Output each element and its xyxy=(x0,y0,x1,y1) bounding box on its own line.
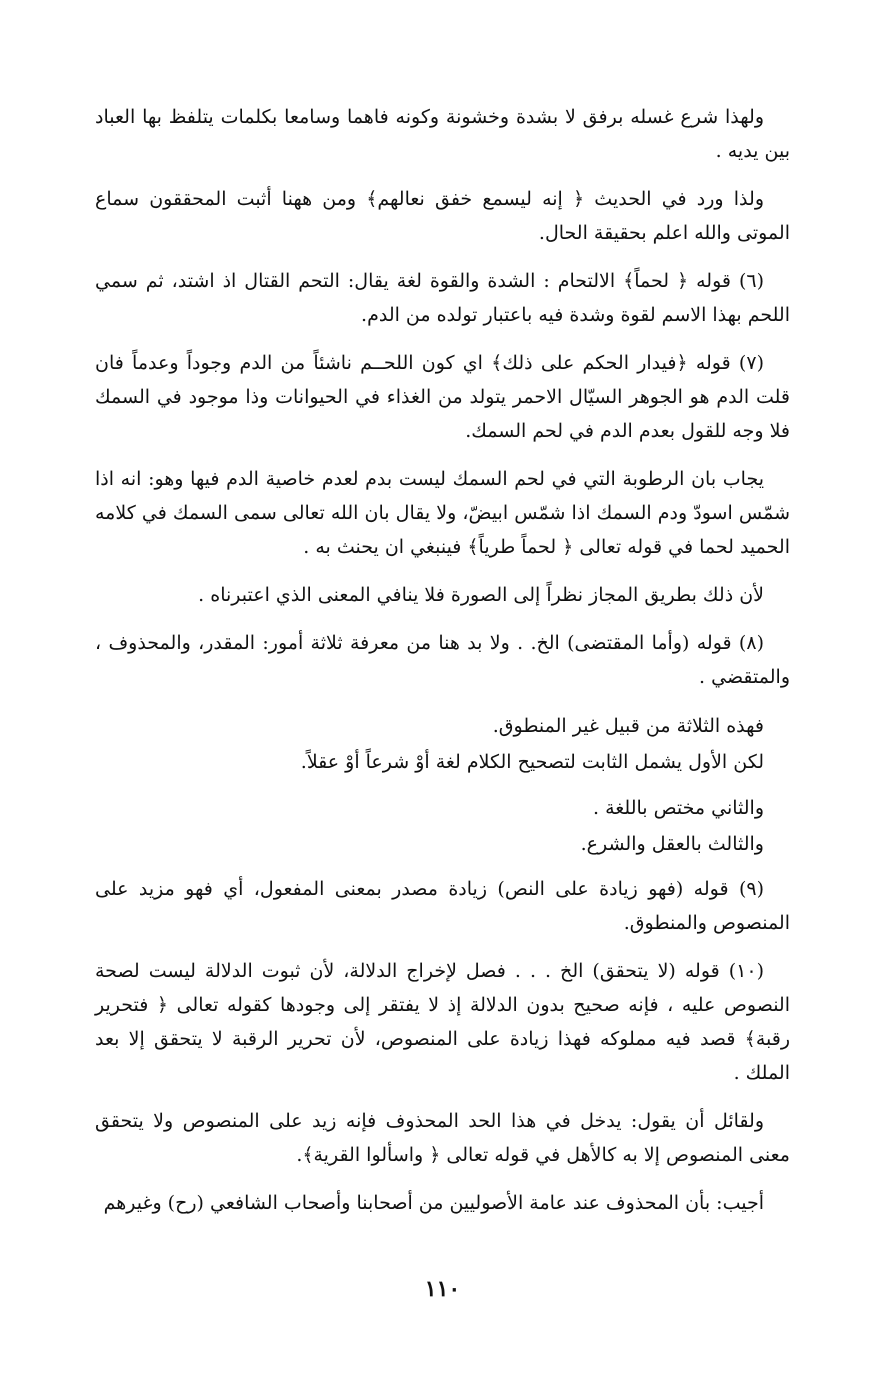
page-body xyxy=(95,100,790,1234)
paragraph-3: (٦) قوله ﴿ لحماً﴾ الالتحام : الشدة والقوة لغة يقال: التحم القتال اذ اشتد، ثم سمي اللحم بهذا الاسم لقوة وشدة فيه باعتبار تولده من الدم. xyxy=(95,270,790,326)
paragraph-7: (٨) قوله (وأما المقتضى) الخ. . ولا بد هنا من معرفة ثلاثة أمور: المقدر، والمحذوف ، والمتقضي . xyxy=(95,632,790,688)
paragraph-8: (٩) قوله (فهو زيادة على النص) زيادة مصدر بمعنى المفعول، أي فهو مزيد على المنصوص والمنطوق. xyxy=(95,878,790,934)
inset-line: لكن الأول يشمل الثابت لتصحيح الكلام لغة أوْ شرعاً أوْ عقلاً. xyxy=(300,751,764,773)
inset-group-2 xyxy=(95,790,790,862)
paragraph-9: (١٠) قوله (لا يتحقق) الخ . . . فصل لإخراج الدلالة، لأن ثبوت الدلالة ليست لصحة النصوص عليه ، فإنه صحيح بدون الدلالة إذ لا يفتقر إلى وجودها كقوله تعالى ﴿ فتحرير رقبة﴾ قصد فيه مملوكه فهذا زيادة على المنصوص، لأن تحرير الرقبة لا يتحقق إلا بعد الملك . xyxy=(95,960,790,1084)
paragraph-10: ولقائل أن يقول: يدخل في هذا الحد المحذوف فإنه زيد على المنصوص ولا يتحقق معنى المنصوص إلا به كالأهل في قوله تعالى ﴿ واسألوا القرية﴾. xyxy=(95,1110,790,1166)
paragraph-11: أجيب: بأن المحذوف عند عامة الأصوليين من أصحابنا وأصحاب الشافعي (رح) وغيرهم xyxy=(103,1192,764,1214)
paragraph-6: لأن ذلك بطريق المجاز نظراً إلى الصورة فلا ينافي المعنى الذي اعتبرناه . xyxy=(198,584,764,606)
inset-line: والثاني مختص باللغة . xyxy=(592,797,764,819)
paragraph-2: ولذا ورد في الحديث ﴿ إنه ليسمع خفق نعالهم﴾ ومن ههنا أثبت المحققون سماع الموتى والله اعلم بحقيقة الحال. xyxy=(95,188,790,244)
inset-line: والثالث بالعقل والشرع. xyxy=(580,833,764,855)
paragraph-5: يجاب بان الرطوبة التي في لحم السمك ليست بدم لعدم خاصية الدم فيها وهو: انه اذا شمّس اسودّ ودم السمك اذا شمّس ابيضّ، ولا يقال بان الله تعالى سمى السمك في كلامه الحميد لحما في قوله تعالى ﴿ لحماً طرياً﴾ فينبغي ان يحنث به . xyxy=(95,468,790,558)
inset-group-1 xyxy=(95,708,790,780)
paragraph-1: ولهذا شرع غسله برفق لا بشدة وخشونة وكونه فاهما وسامعا بكلمات يتلفظ بها العباد بين يديه . xyxy=(95,106,790,162)
inset-line: فهذه الثلاثة من قبيل غير المنطوق. xyxy=(492,715,764,737)
page-number: ١١٠ xyxy=(424,1276,461,1302)
paragraph-4: (٧) قوله ﴿فيدار الحكم على ذلك﴾ اي كون اللحــم ناشئاً من الدم وجوداً وعدماً فان قلت الدم هو الجوهر السيّال الاحمر يتولد من الغذاء في الحيوانات وذا موجود في السمك فلا وجه للقول بعدم الدم في لحم السمك. xyxy=(95,352,790,442)
